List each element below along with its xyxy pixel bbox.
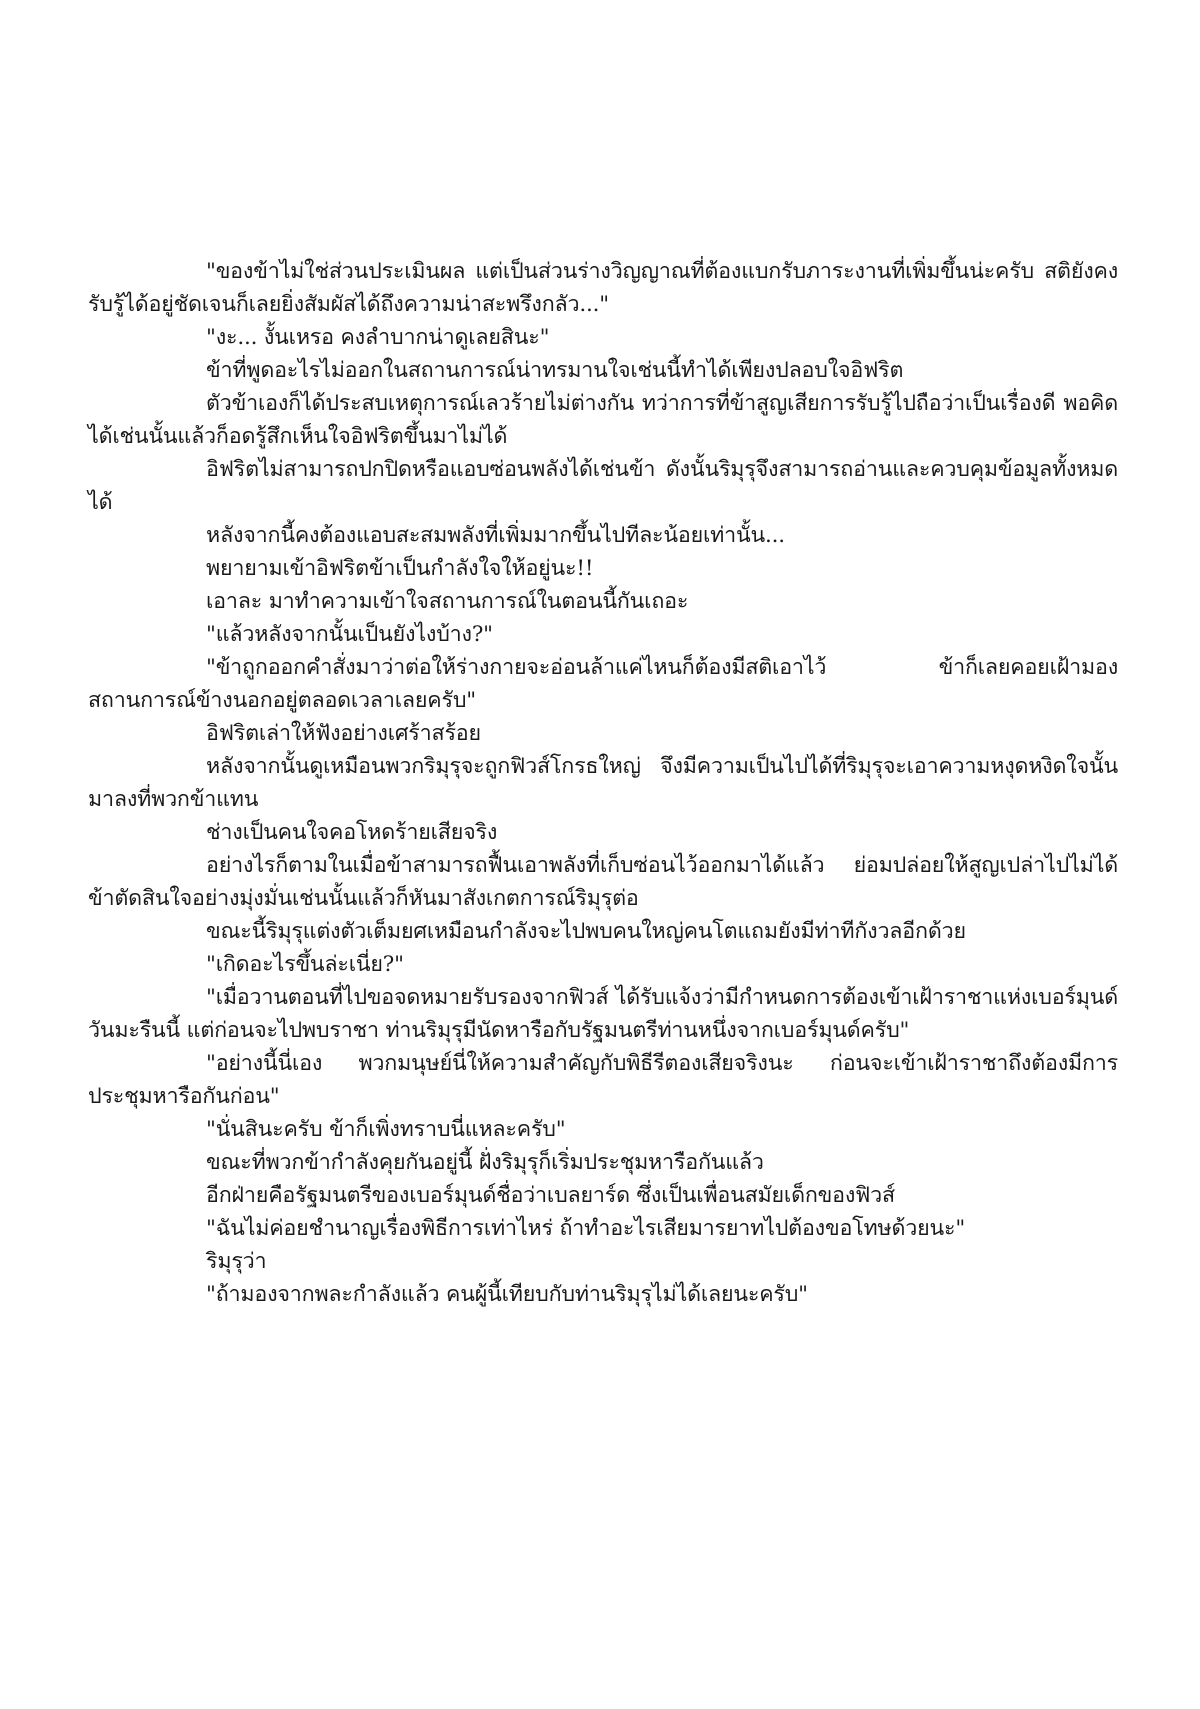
paragraph: "ฉันไม่ค่อยชำนาญเรื่องพิธีการเท่าไหร่ ถ้าทำอะไรเสียมารยาทไปต้องขอโทษด้วยนะ" bbox=[206, 1216, 966, 1241]
paragraph: "เกิดอะไรขึ้นล่ะเนี่ย?" bbox=[206, 952, 404, 977]
paragraph: "แล้วหลังจากนั้นเป็นยังไงบ้าง?" bbox=[206, 622, 493, 647]
paragraph: หลังจากนั้นดูเหมือนพวกริมุรุจะถูกฟิวส์โกรธใหญ่ จึงมีความเป็นไปได้ที่ริมุรุจะเอาความหงุดหงิดใจนั้น มาลงที่พวกข้าแทน bbox=[88, 754, 1118, 812]
paragraph: ขณะนี้ริมุรุแต่งตัวเต็มยศเหมือนกำลังจะไปพบคนใหญ่คนโตแถมยังมีท่าทีกังวลอีกด้วย bbox=[206, 919, 966, 944]
paragraph: อิฟริตเล่าให้ฟังอย่างเศร้าสร้อย bbox=[206, 721, 481, 746]
paragraph: ขณะที่พวกข้ากำลังคุยกันอยู่นี้ ฝั่งริมุรุก็เริ่มประชุมหารือกันแล้ว bbox=[206, 1150, 764, 1175]
paragraph: "งะ... งั้นเหรอ คงลำบากน่าดูเลยสินะ" bbox=[206, 325, 550, 350]
paragraph: อย่างไรก็ตามในเมื่อข้าสามารถฟื้นเอาพลังที่เก็บซ่อนไว้ออกมาได้แล้ว ย่อมปล่อยให้สูญเปล่าไปไม่ได้ ข้าตัดสินใจอย่างมุ่งมั่นเช่นนั้นแล้วก็หันมาสังเกตการณ์ริมุรุต่อ bbox=[88, 853, 1118, 911]
paragraph: อิฟริตไม่สามารถปกปิดหรือแอบซ่อนพลังได้เช่นข้า ดังนั้นริมุรุจึงสามารถอ่านและควบคุมข้อมูลทั้งหมดได้ bbox=[88, 457, 1118, 515]
paragraph: "ข้าถูกออกคำสั่งมาว่าต่อให้ร่างกายจะอ่อนล้าแค่ไหนก็ต้องมีสติเอาไว้ ข้าก็เลยคอยเฝ้ามองสถานการณ์ข้างนอกอยู่ตลอดเวลาเลยครับ" bbox=[88, 655, 1118, 713]
paragraph: "นั่นสินะครับ ข้าก็เพิ่งทราบนี่แหละครับ" bbox=[206, 1117, 566, 1142]
paragraph: "เมื่อวานตอนที่ไปขอจดหมายรับรองจากฟิวส์ ได้รับแจ้งว่ามีกำหนดการต้องเข้าเฝ้าราชาแห่งเบอร์มุนด์วันมะรืนนี้ แต่ก่อนจะไปพบราชา ท่านริมุรุมีนัดหารือกับรัฐมนตรีท่านหนึ่งจากเบอร์มุนด์ครับ" bbox=[88, 985, 1118, 1043]
paragraph: "ถ้ามองจากพละกำลังแล้ว คนผู้นี้เทียบกับท่านริมุรุไม่ได้เลยนะครับ" bbox=[206, 1282, 808, 1307]
document-page bbox=[88, 255, 1118, 1311]
paragraph: อีกฝ่ายคือรัฐมนตรีของเบอร์มุนด์ชื่อว่าเบลยาร์ด ซึ่งเป็นเพื่อนสมัยเด็กของฟิวส์ bbox=[206, 1183, 895, 1208]
paragraph: "ของข้าไม่ใช่ส่วนประเมินผล แต่เป็นส่วนร่างวิญญาณที่ต้องแบกรับภาระงานที่เพิ่มขึ้นน่ะครับ สติยังคงรับรู้ได้อยู่ชัดเจนก็เลยยิ่งสัมผัสได้ถึงความน่าสะพรึงกลัว..." bbox=[88, 259, 1118, 317]
paragraph: หลังจากนี้คงต้องแอบสะสมพลังที่เพิ่มมากขึ้นไปทีละน้อยเท่านั้น... bbox=[206, 523, 785, 548]
paragraph: "อย่างนี้นี่เอง พวกมนุษย์นี่ให้ความสำคัญกับพิธีรีตองเสียจริงนะ ก่อนจะเข้าเฝ้าราชาถึงต้องมีการประชุมหารือกันก่อน" bbox=[88, 1051, 1118, 1109]
paragraph: เอาละ มาทำความเข้าใจสถานการณ์ในตอนนี้กันเถอะ bbox=[206, 589, 689, 614]
paragraph: ช่างเป็นคนใจคอโหดร้ายเสียจริง bbox=[206, 820, 498, 845]
paragraph: ตัวข้าเองก็ได้ประสบเหตุการณ์เลวร้ายไม่ต่างกัน ทว่าการที่ข้าสูญเสียการรับรู้ไปถือว่าเป็นเรื่องดี พอคิดได้เช่นนั้นแล้วก็อดรู้สึกเห็นใจอิฟริตขึ้นมาไม่ได้ bbox=[88, 391, 1118, 449]
paragraph: พยายามเข้าอิฟริตข้าเป็นกำลังใจให้อยู่นะ!! bbox=[206, 556, 594, 581]
paragraph: ข้าที่พูดอะไรไม่ออกในสถานการณ์น่าทรมานใจเช่นนี้ทำได้เพียงปลอบใจอิฟริต bbox=[206, 358, 904, 383]
paragraph: ริมุรุว่า bbox=[206, 1249, 267, 1274]
